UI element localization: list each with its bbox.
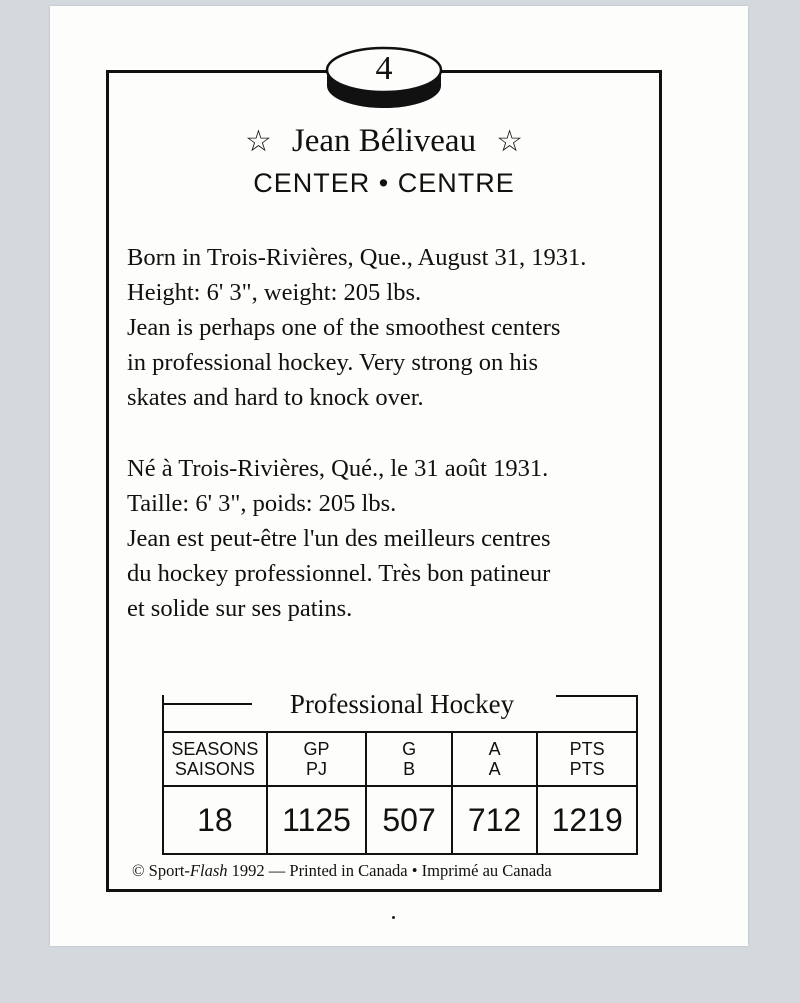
col-header-a: A A (452, 732, 538, 786)
col-header-seasons: SEASONS SAISONS (163, 732, 267, 786)
stat-points: 1219 (537, 786, 637, 854)
bio-line: Height: 6' 3", weight: 205 lbs. (127, 279, 422, 306)
bio-french (127, 451, 667, 626)
stat-assists: 712 (452, 786, 538, 854)
bio-line: du hockey professionnel. Très bon patineur (127, 560, 551, 587)
stats-header-row (163, 732, 637, 786)
stats-title: Professional Hockey (289, 689, 515, 719)
print-speck (392, 916, 395, 919)
star-icon: ☆ (496, 124, 523, 159)
stat-seasons: 18 (163, 786, 267, 854)
card-number: 4 (375, 50, 393, 87)
stat-games-played: 1125 (267, 786, 367, 854)
bio-line: in professional hockey. Very strong on his (127, 349, 538, 376)
bio-english (127, 240, 667, 415)
stats-table (162, 731, 638, 855)
player-name: Jean Béliveau (291, 123, 477, 159)
star-icon: ☆ (245, 124, 272, 159)
bio-line: Taille: 6' 3", poids: 205 lbs. (127, 490, 397, 517)
stats-header-frame (162, 689, 638, 733)
stats-box (162, 689, 638, 855)
player-position: CENTER • CENTRE (253, 168, 515, 198)
stats-value-row (163, 786, 637, 854)
stat-goals: 507 (366, 786, 452, 854)
player-name-row (106, 120, 662, 163)
bio-line: Jean is perhaps one of the smoothest centers (127, 314, 561, 341)
col-header-g: G B (366, 732, 452, 786)
bio-line: Jean est peut-être l'un des meilleurs centres (127, 525, 551, 552)
bio-line: Born in Trois-Rivières, Que., August 31, 1931. (127, 244, 587, 271)
col-header-gp: GP PJ (267, 732, 367, 786)
copyright-line: © Sport-Flash 1992 — Printed in Canada • Imprimé au Canada (132, 861, 552, 880)
bio-line: skates and hard to knock over. (127, 384, 424, 411)
col-header-pts: PTS PTS (537, 732, 637, 786)
bio-line: et solide sur ses patins. (127, 595, 353, 622)
bio-line: Né à Trois-Rivières, Qué., le 31 août 1931. (127, 455, 549, 482)
